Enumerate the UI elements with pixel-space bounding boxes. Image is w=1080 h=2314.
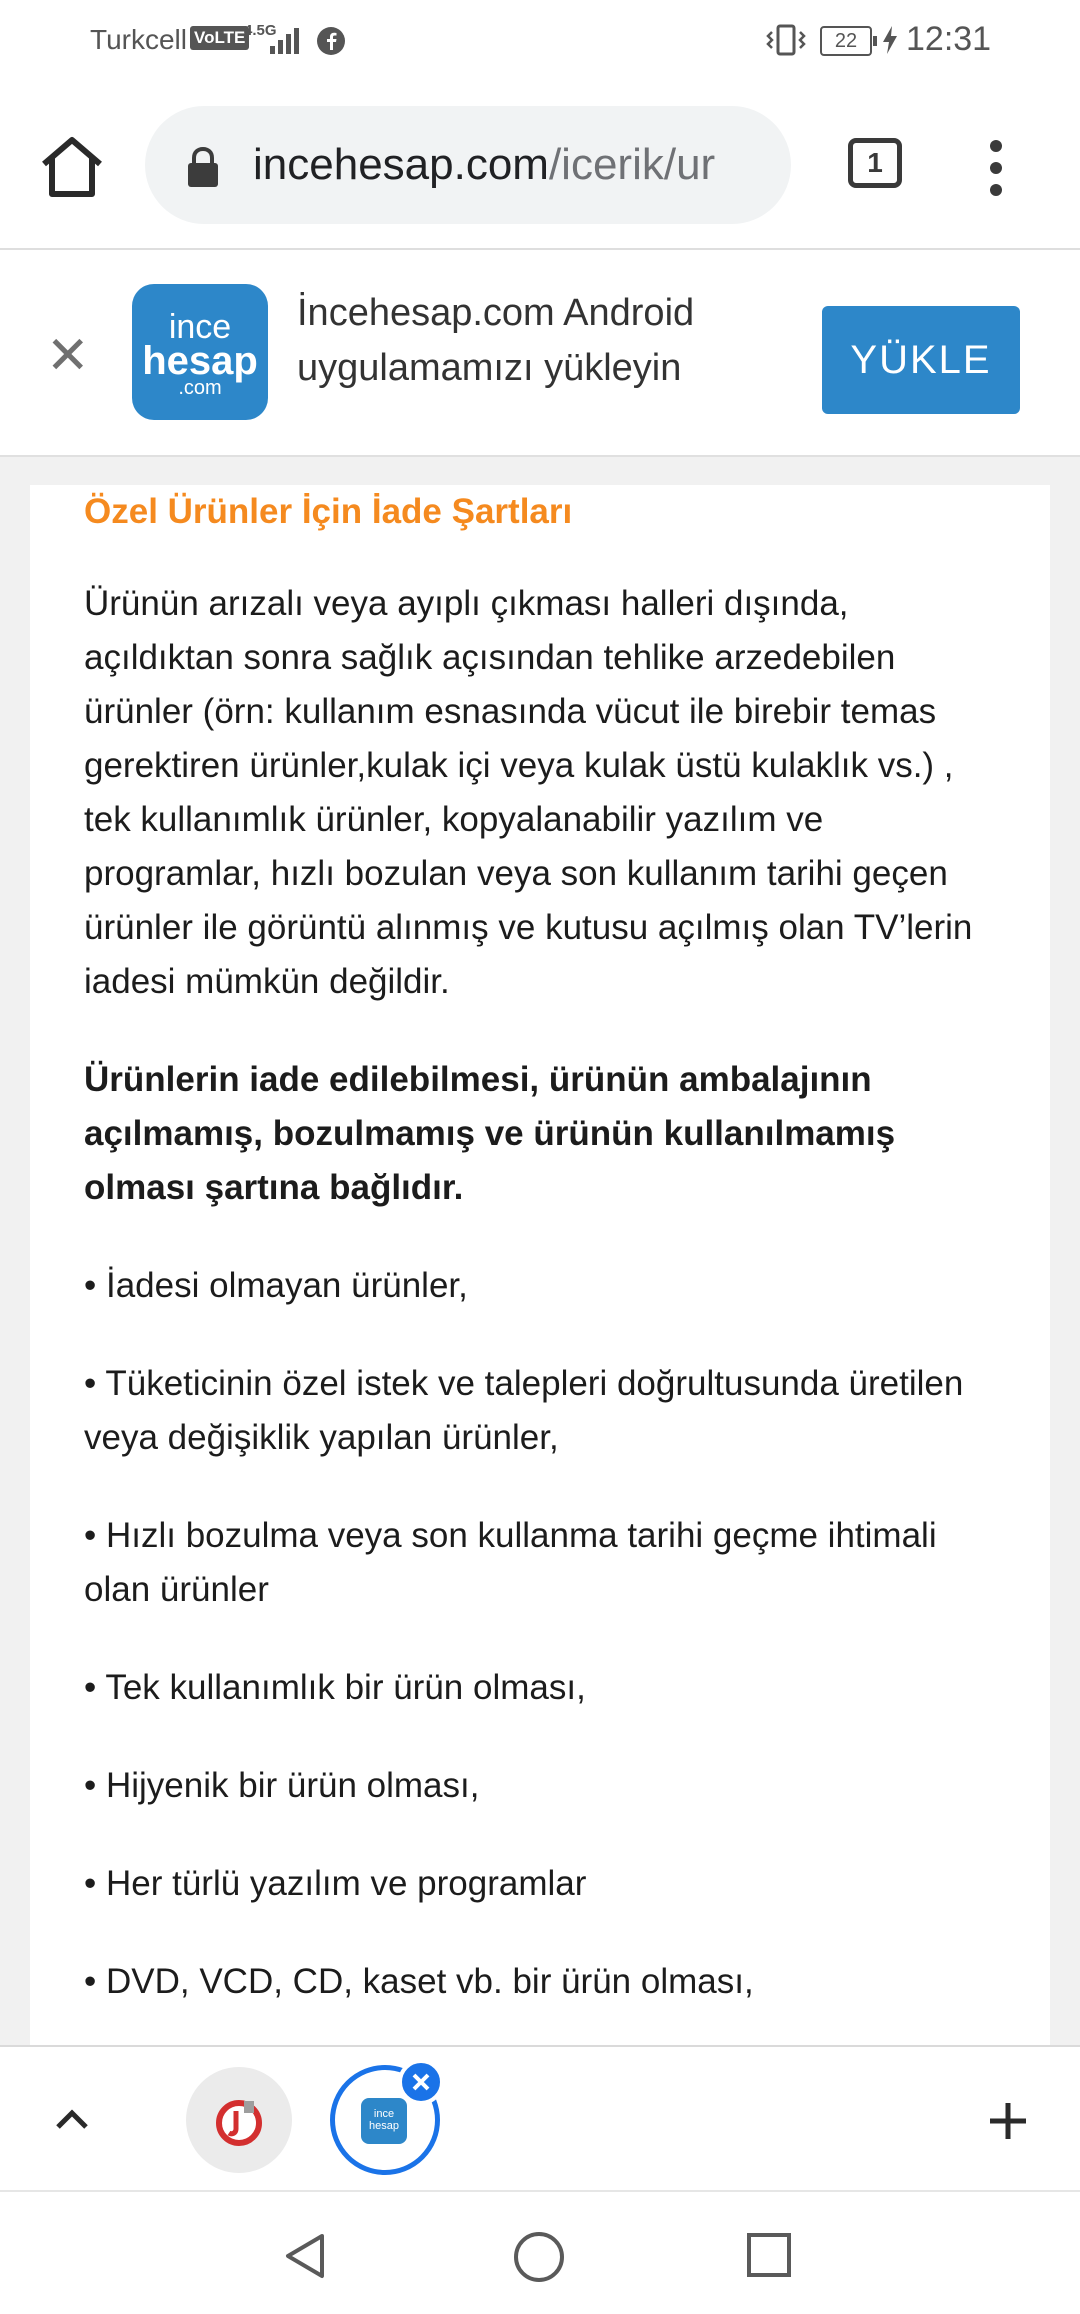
- url-path: /icerik/ur: [548, 140, 716, 189]
- section-title: Özel Ürünler İçin İade Şartları: [84, 492, 573, 531]
- install-button[interactable]: YÜKLE: [822, 306, 1020, 414]
- clock: 12:31: [906, 20, 992, 58]
- lock-icon[interactable]: [185, 146, 221, 188]
- chevron-up-icon[interactable]: [50, 2097, 94, 2141]
- home-circle-icon[interactable]: [512, 2230, 566, 2284]
- app-logo-line2: hesap: [142, 339, 258, 383]
- charging-icon: [880, 24, 900, 56]
- home-icon[interactable]: [38, 132, 106, 200]
- page-content: [30, 485, 1050, 2045]
- close-icon[interactable]: ✕: [46, 326, 90, 386]
- banner-line-2: uygulamamızı yükleyin: [297, 347, 682, 389]
- tab-favicon: [361, 2098, 407, 2144]
- list-item: • Tüketicinin özel istek ve talepleri doğrultusunda üretilen veya değişiklik yapılan ürünler,: [84, 1364, 964, 1457]
- music-app-icon: [186, 2067, 292, 2173]
- list-item: • Tek kullanımlık bir ürün olması,: [84, 1668, 586, 1707]
- facebook-icon: [316, 26, 346, 56]
- carrier-name: Turkcell: [90, 24, 187, 55]
- vibrate-icon: [766, 24, 806, 56]
- list-item: • DVD, VCD, CD, kaset vb. bir ürün olması,: [84, 1962, 754, 2001]
- list-item: • Her türlü yazılım ve programlar: [84, 1864, 587, 1903]
- tab-switcher-button[interactable]: 1: [848, 138, 902, 188]
- browser-toolbar: [0, 80, 1080, 250]
- bold-paragraph: Ürünlerin iade edilebilmesi, ürünün ambalajının açılmamış, bozulmamış ve ürünün kullanılmamış olması şartına bağlıdır.: [84, 1060, 896, 1207]
- list-item: • İadesi olmayan ürünler,: [84, 1266, 468, 1305]
- recents-icon[interactable]: [744, 2230, 794, 2280]
- app-logo-line3: .com: [178, 377, 222, 399]
- list-item: • Hijyenik bir ürün olması,: [84, 1766, 480, 1805]
- back-icon[interactable]: [280, 2230, 332, 2282]
- app-logo-line1: ince: [168, 308, 232, 346]
- mini-logo-line2: hesap: [369, 2120, 399, 2132]
- battery-icon: 22: [820, 26, 872, 56]
- close-tab-button[interactable]: [398, 2059, 444, 2105]
- address-bar[interactable]: [145, 106, 791, 224]
- app-install-banner: [0, 250, 1080, 457]
- body-paragraph: Ürünün arızalı veya ayıplı çıkması halleri dışında, açıldıktan sonra sağlık açısından tehlike arzedebilen ürünler (örn: kullanım esnasında vücut ile birebir temas gerektiren ürünler,kulak içi veya kulak üstü kulaklık vs.) , tek kullanımlık ürünler, kopyalanabilir yazılım ve programlar, hızlı bozulan veya son kullanım tarihi geçen ürünler ile görüntü alınmış ve kutusu açılmış olan TV’lerin iadesi mümkün değildir.: [84, 584, 973, 1001]
- overflow-menu-icon[interactable]: [986, 140, 1006, 200]
- volte-badge: VoLTE: [190, 26, 249, 50]
- close-icon: [402, 2063, 440, 2101]
- list-item: • Hızlı bozulma veya son kullanma tarihi geçme ihtimali olan ürünler: [84, 1516, 937, 1609]
- banner-message: [297, 286, 777, 396]
- tab-thumbnail-1[interactable]: [186, 2067, 292, 2173]
- app-logo: [132, 284, 268, 420]
- url-host: incehesap.com: [253, 140, 549, 189]
- network-type: 4.5G: [244, 22, 277, 39]
- new-tab-icon[interactable]: [986, 2099, 1030, 2143]
- url-text[interactable]: [253, 136, 773, 194]
- tab-strip: [0, 2045, 1080, 2192]
- mini-logo-line1: ince: [373, 2108, 395, 2120]
- banner-line-1: İncehesap.com Android: [297, 292, 695, 334]
- system-nav-bar: [0, 2190, 1080, 2314]
- signal-icon: [270, 24, 306, 54]
- status-bar: [0, 0, 1080, 80]
